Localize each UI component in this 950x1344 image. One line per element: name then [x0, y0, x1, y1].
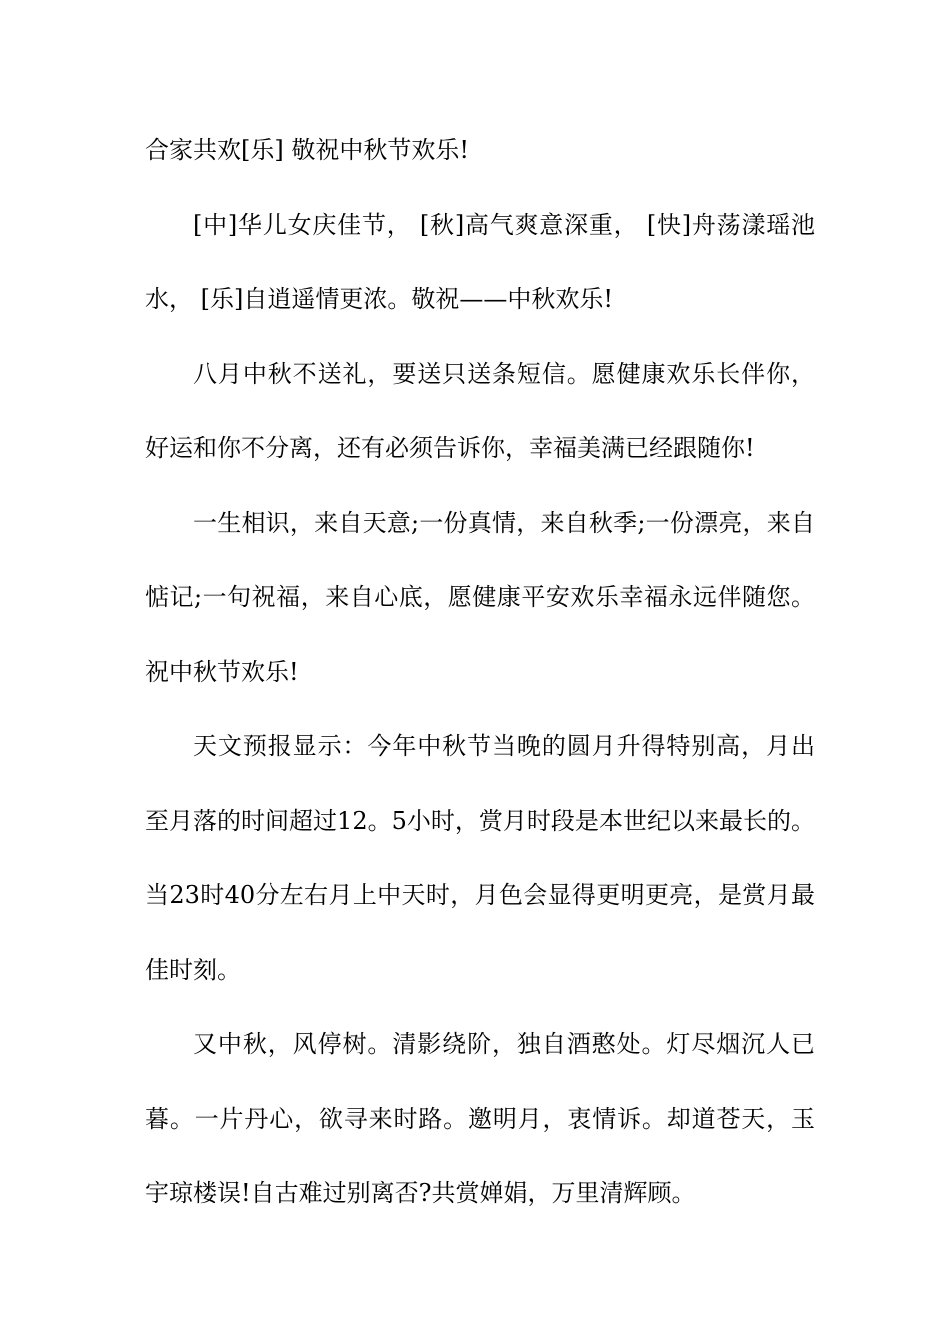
paragraph-zhong-qiu-kuai-le: [中]华儿女庆佳节， [秋]高气爽意深重， [快]舟荡漾瑶池水， [乐]自逍遥情更浓。敬祝——中秋欢乐! — [145, 210, 815, 313]
document-body — [145, 113, 815, 1231]
paragraph-continuation: 合家共欢[乐] 敬祝中秋节欢乐! — [145, 136, 469, 164]
paragraph-acquaintance: 一生相识，来自天意;一份真情，来自秋季;一份漂亮，来自惦记;一句祝福，来自心底，愿健康平安欢乐幸福永远伴随您。祝中秋节欢乐! — [145, 508, 815, 686]
paragraph-astronomy: 天文预报显示：今年中秋节当晚的圆月升得特别高，月出至月落的时间超过12。5小时，赏月时段是本世纪以来最长的。当23时40分左右月上中天时，月色会显得更明更亮，是赏月最佳时刻。 — [145, 732, 815, 984]
paragraph-text-message: 八月中秋不送礼，要送只送条短信。愿健康欢乐长伴你，好运和你不分离，还有必须告诉你，幸福美满已经跟随你! — [145, 359, 815, 462]
paragraph-poem: 又中秋，风停树。清影绕阶，独自酒憨处。灯尽烟沉人已暮。一片丹心，欲寻来时路。邀明月，衷情诉。却道苍天，玉宇琼楼误!自古难过别离否?共赏婵娟，万里清辉顾。 — [145, 1030, 815, 1207]
